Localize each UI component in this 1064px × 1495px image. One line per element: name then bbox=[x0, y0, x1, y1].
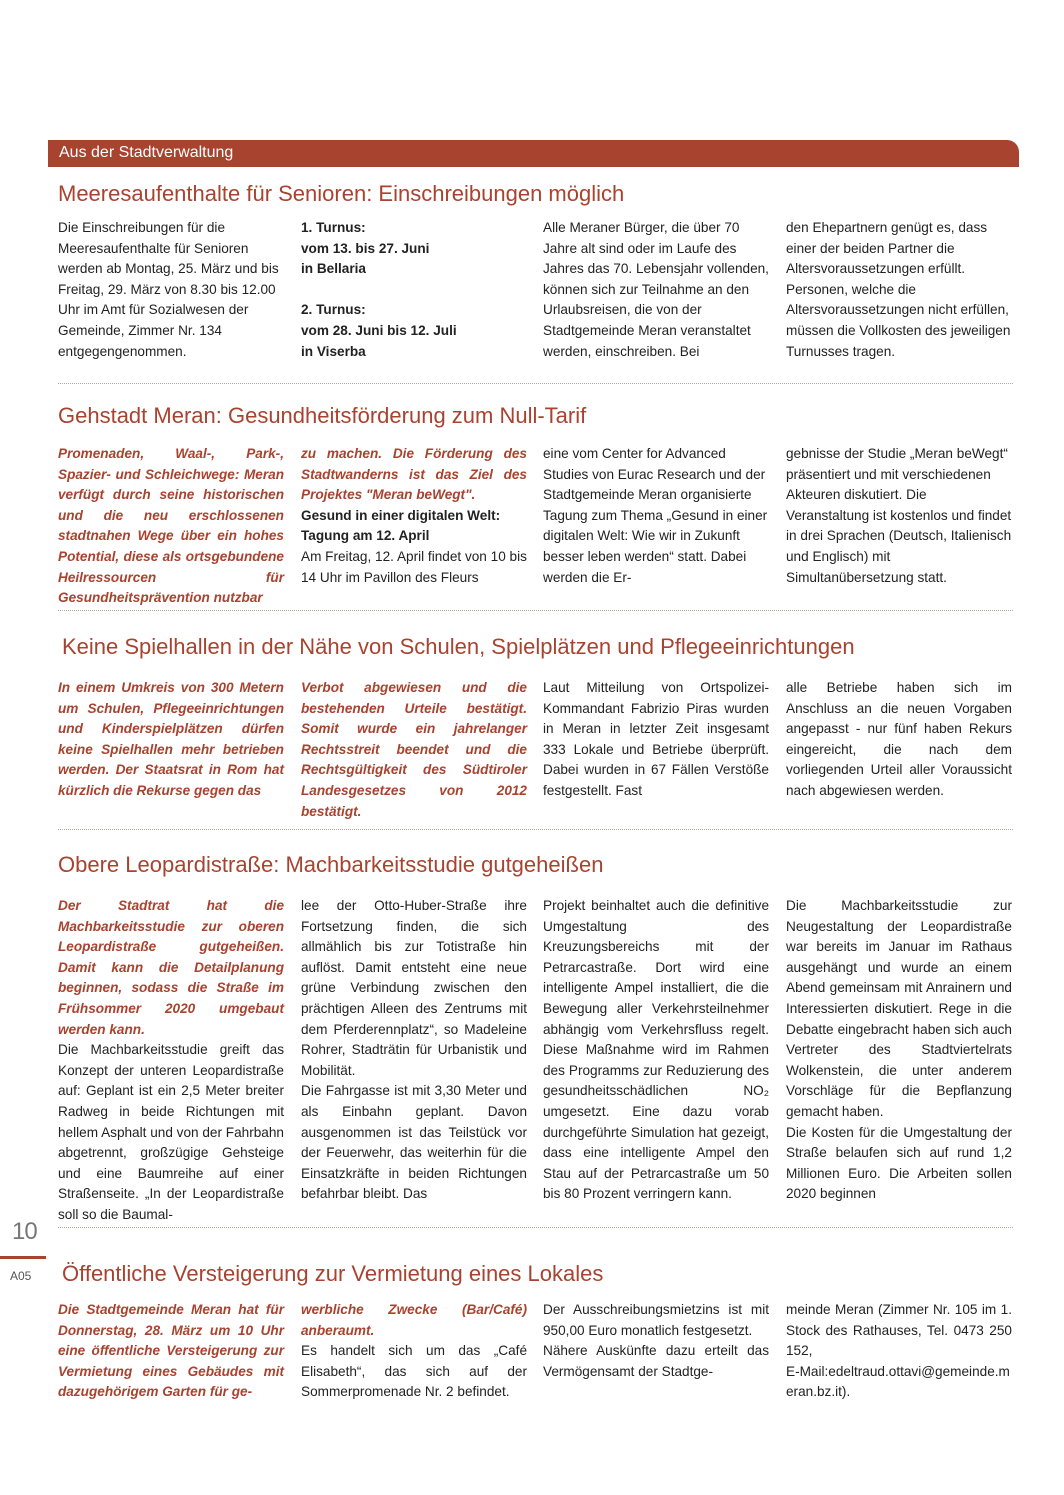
article-column bbox=[58, 896, 284, 1226]
body-text: Die Machbarkeitsstudie zur Neugestaltung der Leopardistraße war bereits im Januar im Rathaus ausgehängt und wurde an einem Abend gemeinsam mit Anrainern und Interessierten diskutiert. Rege in die Debatte eingebracht haben sich auch Vertreter des Stadtviertelrats Wolkenstein, die unter anderem Vorschläge für die Bepflanzung gemacht haben. bbox=[786, 898, 1012, 1119]
article-column bbox=[786, 444, 1012, 588]
turnus-label: 2. Turnus: bbox=[301, 302, 366, 318]
divider bbox=[58, 383, 1013, 384]
article-gehstadt bbox=[58, 402, 1013, 606]
article-column bbox=[543, 444, 769, 588]
turnus-dates: vom 13. bis 27. Juni bbox=[301, 240, 430, 256]
body-text: Alle Meraner Bürger, die über 70 Jahre alt sind oder im Laufe des Jahres das 70. Lebensjahr vollenden, können sich zur Teilnahme an den Urlaubsreisen, die von der Stadtgemeinde Meran veranstaltet werden, einschreiben. Bei bbox=[543, 220, 769, 359]
article-leopardistrasse bbox=[58, 851, 1013, 1222]
body-text: gebnisse der Studie „Meran beWegt“ präsentiert und mit verschiedenen Akteuren diskutiert. Die Veranstaltung ist kostenlos und findet in drei Sprachen (Deutsch, Italienisch und Englisch) mit Simultanübersetzung statt. bbox=[786, 446, 1012, 585]
lead-text: Verbot abgewiesen und die bestehenden Urteile bestätigt. Somit wurde ein jahrelanger Rechtsstreit beendet und die Rechtsgültigkeit des Südtiroler Landesgesetzes von 2012 bestätigt. bbox=[301, 680, 527, 819]
body-text: Die Fahrgasse ist mit 3,30 Meter und als Einbahn geplant. Davon ausgenommen ist das Teilstück vor der Feuerwehr, das weiterhin für die Einsatzkräfte in beiden Richtungen befahrbar bleibt. Das bbox=[301, 1083, 527, 1202]
article-column bbox=[301, 444, 527, 588]
body-text: Es handelt sich um das „Café Elisabeth“, das sich auf der Sommerpromenade Nr. 2 befindet. bbox=[301, 1343, 527, 1400]
divider bbox=[58, 1227, 1013, 1228]
body-text: meinde Meran (Zimmer Nr. 105 im 1. Stock des Rathauses, Tel. 0473 250 152, bbox=[786, 1302, 1012, 1359]
turnus-place: in Viserba bbox=[301, 343, 366, 359]
page-number-rule bbox=[0, 1256, 46, 1259]
contact-email: E-Mail:edeltraud.ottavi@gemeinde.meran.bz.it). bbox=[786, 1363, 1010, 1400]
body-text: Die Machbarkeitsstudie greift das Konzept der unteren Leopardistraße auf: Geplant ist ein 2,5 Meter breiter Radweg in beide Richtungen mit hellem Asphalt und von der Fahrbahn abgetrennt, großzügige Gehsteige und eine Baumreihe auf einer Straßenseite. „In der Leopardistraße soll so die Baumal- bbox=[58, 1042, 284, 1222]
article-column bbox=[786, 678, 1012, 802]
lead-text: Promenaden, Waal-, Park-, Spazier- und Schleichwege: Meran verfügt durch seine historischen und die neu erschlossenen stadtnahen Wege über ein hohes Potential, diese als ortsgebundene Heilressourcen für Gesundheitsprävention nutzbar bbox=[58, 446, 284, 606]
turnus-place: in Bellaria bbox=[301, 261, 366, 277]
body-text: Der Ausschreibungsmietzins ist mit 950,00 Euro monatlich festgesetzt. bbox=[543, 1302, 769, 1338]
body-text: lee der Otto-Huber-Straße ihre Fortsetzung finden, die sich allmählich bis zur Totistraße hin auflöst. Damit entsteht eine neue grüne Verbindung zwischen den prächtigen Alleen des Zentrums mit dem Pferderennplatz“, so Madeleine Rohrer, Stadträtin für Urbanistik und Mobilität. bbox=[301, 898, 527, 1078]
article-column bbox=[58, 678, 284, 802]
article-title: Keine Spielhallen in der Nähe von Schulen, Spielplätzen und Pflegeeinrichtungen bbox=[62, 634, 855, 659]
article-title: Meeresaufenthalte für Senioren: Einschreibungen möglich bbox=[58, 181, 625, 206]
article-title: Gehstadt Meran: Gesundheitsförderung zum Null-Tarif bbox=[58, 403, 587, 428]
body-text: Laut Mitteilung von Ortspolizei-Kommandant Fabrizio Piras wurden in Meran in letzter Zeit insgesamt 333 Lokale und Betriebe überprüft. Dabei wurden in 67 Fällen Verstöße festgestellt. Fast bbox=[543, 680, 769, 798]
article-senioren bbox=[58, 180, 1013, 359]
article-column bbox=[301, 1300, 527, 1403]
article-column bbox=[786, 896, 1012, 1205]
lead-text: werbliche Zwecke (Bar/Café) anberaumt. bbox=[301, 1302, 527, 1338]
body-text: Die Einschreibungen für die Meeresaufenthalte für Senioren werden ab Montag, 25. März und bis Freitag, 29. März von 8.30 bis 12.00 Uhr im Amt für Sozialwesen der Gemeinde, Zimmer Nr. 134 entgegengenommen. bbox=[58, 220, 279, 359]
article-column bbox=[58, 444, 284, 609]
lead-text: zu machen. Die Förderung des Stadtwanderns ist das Ziel des Projektes "Meran beWegt". bbox=[301, 446, 527, 503]
lead-text: Der Stadtrat hat die Machbarkeitsstudie zur oberen Leopardistraße gutgeheißen. Damit kann die Detailplanung beginnen, sodass die Straße im Frühsommer 2020 umgebaut werden kann. bbox=[58, 898, 284, 1037]
body-text: Am Freitag, 12. April findet von 10 bis 14 Uhr im Pavillon des Fleurs bbox=[301, 548, 527, 585]
section-banner-title: Aus der Stadtverwaltung bbox=[59, 144, 234, 161]
article-column bbox=[543, 896, 769, 1205]
body-text: den Ehepartnern genügt es, dass einer der beiden Partner die Altersvoraussetzungen erfüllt. Personen, welche die Altersvoraussetzungen nicht erfüllen, müssen die Vollkosten des jeweiligen Turnusses tragen. bbox=[786, 220, 1011, 359]
article-column bbox=[786, 1300, 1012, 1403]
article-column bbox=[58, 1300, 284, 1403]
page-code: A05 bbox=[10, 1269, 32, 1283]
article-versteigerung bbox=[58, 1260, 1013, 1400]
divider bbox=[58, 829, 1013, 830]
section-banner bbox=[48, 140, 1019, 167]
article-column bbox=[543, 1300, 769, 1382]
lead-text: Die Stadtgemeinde Meran hat für Donnerstag, 28. März um 10 Uhr eine öffentliche Versteigerung zur Vermietung eines Gebäudes mit dazugehörigem Garten für ge- bbox=[58, 1302, 284, 1400]
article-title: Obere Leopardistraße: Machbarkeitsstudie gutgeheißen bbox=[58, 852, 604, 877]
body-text: alle Betriebe haben sich im Anschluss an die neuen Vorgaben angepasst - nur fünf haben Rekurs eingereicht, die nach dem vorliegenden Urteil aller Voraussicht nach abgewiesen werden. bbox=[786, 680, 1012, 798]
lead-text: In einem Umkreis von 300 Metern um Schulen, Pflegeeinrichtungen und Kinderspielplätzen dürfen keine Spielhallen mehr betrieben werden. Der Staatsrat in Rom hat kürzlich die Rekurse gegen das bbox=[58, 680, 284, 798]
body-text: Projekt beinhaltet auch die definitive Umgestaltung des Kreuzungsbereichs mit der Petrarcastraße. Dort wird eine intelligente Ampel installiert, die die Bewegung aller Verkehrsteilnehmer abhängig vom Verkehrsfluss regelt. Diese Maßnahme wird im Rahmen des Programms zur Reduzierung des gesundheitsschädlichen NO₂ umgesetzt. Eine dazu vorab durchgeführte Simulation hat gezeigt, dass eine intelligente Ampel den Stau auf der Petrarcastraße um 50 bis 80 Prozent verringern kann. bbox=[543, 898, 769, 1202]
article-title: Öffentliche Versteigerung zur Vermietung eines Lokales bbox=[62, 1261, 604, 1286]
subheading: Gesund in einer digitalen Welt: Tagung am 12. April bbox=[301, 507, 501, 544]
article-column bbox=[543, 678, 769, 802]
article-column bbox=[786, 218, 1012, 362]
turnus-label: 1. Turnus: bbox=[301, 220, 366, 235]
article-column bbox=[58, 218, 284, 362]
divider bbox=[58, 610, 1013, 611]
page-number: 10 bbox=[12, 1218, 37, 1245]
article-column bbox=[301, 218, 527, 362]
article-column bbox=[301, 896, 527, 1205]
article-column bbox=[301, 678, 527, 822]
body-text: eine vom Center for Advanced Studies von Eurac Research und der Stadtgemeinde Meran organisierte Tagung zum Thema „Gesund in einer digitalen Welt: Wie wir in Zukunft besser leben werden“ statt. Dabei werden die Er- bbox=[543, 446, 768, 585]
body-text: Die Kosten für die Umgestaltung der Straße belaufen sich auf rund 1,2 Millionen Euro. Die Arbeiten sollen 2020 beginnen bbox=[786, 1124, 1012, 1202]
article-spielhallen bbox=[58, 633, 1013, 819]
turnus-dates: vom 28. Juni bis 12. Juli bbox=[301, 322, 457, 338]
article-column bbox=[543, 218, 769, 362]
body-text: Nähere Auskünfte dazu erteilt das Vermögensamt der Stadtge- bbox=[543, 1343, 769, 1379]
